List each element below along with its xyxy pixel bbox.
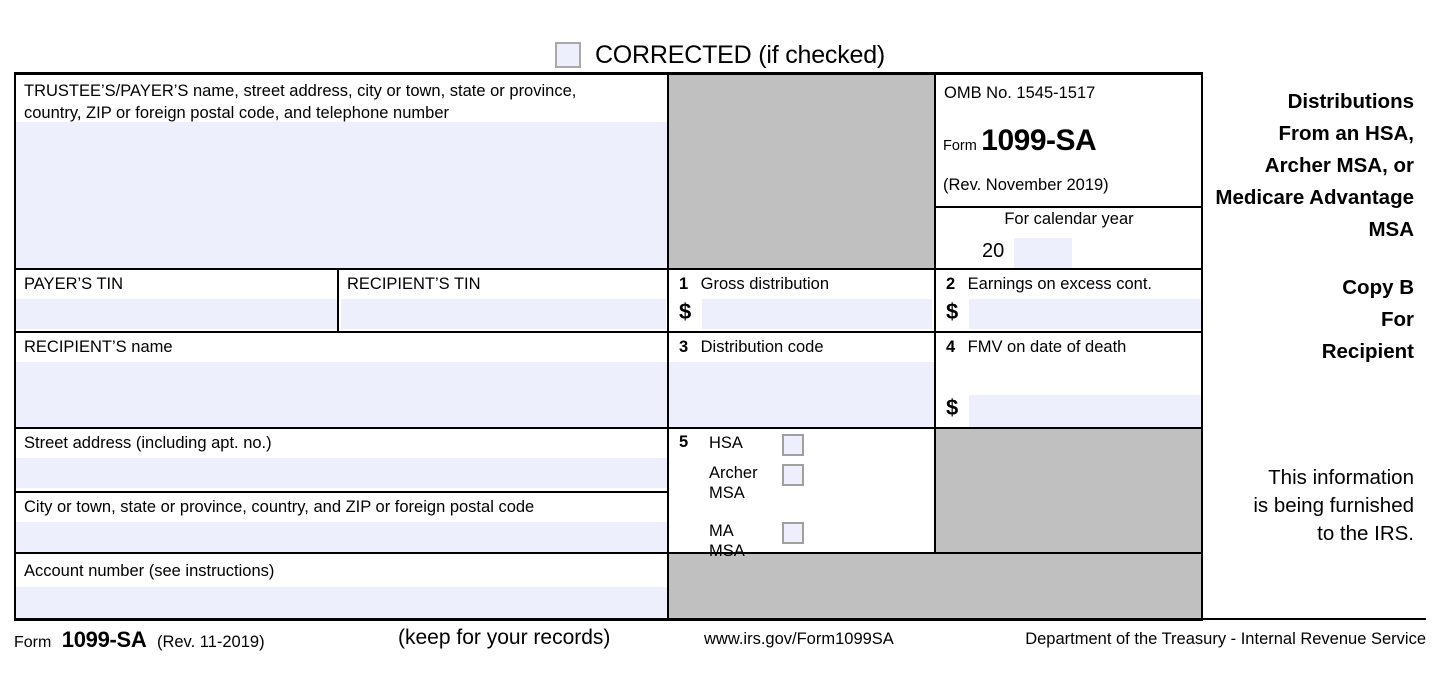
form-title-line2: From an HSA,	[1278, 122, 1414, 145]
rule-footer-right	[1203, 618, 1426, 620]
box1-label: Gross distribution	[700, 275, 830, 293]
box5-ma-checkbox[interactable]	[782, 522, 804, 544]
corrected-label: CORRECTED (if checked)	[594, 40, 886, 69]
box2-number: 2	[946, 275, 956, 293]
box5-ma-label-line1: MA	[709, 522, 734, 540]
box3-number: 3	[679, 338, 689, 356]
box5-archer-label-line1: Archer	[709, 464, 758, 482]
box3-fill[interactable]	[669, 362, 935, 427]
payer-name-cell[interactable]	[24, 80, 664, 124]
box5-archer-checkbox[interactable]	[782, 464, 804, 486]
footer-form-id	[14, 627, 344, 657]
form-revision-text: (Rev. November 2019)	[943, 176, 1109, 194]
irs-notice-line1: This information	[1268, 466, 1414, 489]
box1-fill[interactable]	[702, 299, 932, 329]
rule-bottom	[14, 618, 1203, 621]
city-cell[interactable]	[24, 497, 664, 521]
form-title-line3: Archer MSA, or	[1264, 154, 1414, 177]
street-address-label: Street address (including apt. no.)	[24, 434, 272, 452]
form-title-line4: Medicare Advantage	[1215, 186, 1414, 209]
footer-keep-note	[398, 626, 698, 656]
copy-line3: Recipient	[1321, 340, 1414, 363]
rule-left-edge	[14, 72, 16, 621]
city-label: City or town, state or province, country, and ZIP or foreign postal code	[24, 498, 535, 516]
recipient-tin-label: RECIPIENT’S TIN	[347, 275, 481, 293]
box5-number: 5	[679, 433, 689, 451]
copy-line1: Copy B	[1342, 276, 1414, 299]
box4-dollar-sign: $	[946, 397, 959, 420]
box5-ma-label-line2: MSA	[709, 542, 745, 560]
box4-number: 4	[946, 338, 956, 356]
footer-department	[958, 630, 1426, 656]
footer-form-word: Form	[14, 634, 52, 651]
recipient-tin-fill[interactable]	[341, 299, 666, 329]
box4-cell[interactable]	[946, 337, 1202, 361]
box1-number: 1	[679, 275, 689, 293]
box4-label: FMV on date of death	[967, 338, 1127, 356]
footer-url-text: www.irs.gov/Form1099SA	[704, 630, 894, 648]
box4-fill[interactable]	[969, 395, 1201, 427]
rule-omb-left	[934, 72, 936, 270]
rule-tin-divider	[337, 270, 339, 331]
payer-name-fill[interactable]	[16, 122, 667, 268]
payer-name-label-line2: country, ZIP or foreign postal code, and telephone number	[24, 104, 449, 122]
calendar-year-prefix: 20	[982, 240, 1005, 262]
corrected-checkbox[interactable]	[555, 42, 581, 68]
calendar-year-label-text: For calendar year	[1004, 210, 1134, 228]
shaded-area-top	[669, 75, 935, 269]
rule-col-mid	[667, 72, 669, 621]
footer-form-revision: (Rev. 11-2019)	[156, 633, 265, 651]
box2-currency	[946, 301, 970, 329]
form-body	[14, 72, 1414, 620]
box5-option-ma[interactable]	[709, 521, 789, 565]
irs-notice-line2: is being furnished	[1253, 494, 1414, 517]
payer-tin-fill[interactable]	[16, 299, 337, 329]
street-fill[interactable]	[16, 458, 667, 488]
recipient-name-cell[interactable]	[24, 337, 644, 361]
box5-option-hsa[interactable]	[709, 433, 789, 457]
form-title-block	[1114, 86, 1414, 246]
box4-currency	[946, 397, 970, 425]
box2-label: Earnings on excess cont.	[967, 275, 1152, 293]
form-word: Form	[943, 138, 977, 154]
box1-cell[interactable]	[679, 274, 929, 298]
box5-option-archer[interactable]	[709, 463, 789, 507]
irs-notice-block	[1114, 464, 1414, 548]
box1-dollar-sign: $	[679, 301, 692, 324]
box3-label: Distribution code	[700, 338, 824, 356]
rule-box5-divider	[934, 429, 936, 552]
box2-dollar-sign: $	[946, 301, 959, 324]
rule-top	[14, 72, 1203, 75]
rule-account-top	[14, 552, 1203, 554]
box3-cell[interactable]	[679, 337, 929, 361]
payer-tin-cell[interactable]	[24, 274, 324, 298]
rule-tin-top	[14, 268, 1203, 270]
footer-url[interactable]	[704, 630, 964, 656]
rule-box12-divider	[934, 270, 936, 331]
recipient-name-fill[interactable]	[16, 362, 667, 427]
form-number: 1099-SA	[981, 124, 1097, 157]
box1-currency	[679, 301, 703, 329]
box5-number-cell	[679, 433, 705, 457]
omb-number-text: OMB No. 1545-1517	[944, 84, 1096, 102]
account-number-label: Account number (see instructions)	[24, 562, 275, 580]
rule-city-top	[14, 491, 667, 493]
recipient-name-label: RECIPIENT’S name	[24, 338, 173, 356]
box2-cell[interactable]	[946, 274, 1202, 298]
corrected-row	[0, 38, 1440, 72]
copy-line2: For	[1380, 308, 1414, 331]
form-title-line5: MSA	[1368, 218, 1414, 241]
rule-recipname-top	[14, 331, 1203, 333]
rule-street-top	[14, 427, 1203, 429]
form-title-line1: Distributions	[1287, 90, 1414, 113]
irs-notice-line3: to the IRS.	[1317, 522, 1414, 545]
account-number-cell[interactable]	[24, 561, 644, 585]
box5-archer-label-line2: MSA	[709, 484, 745, 502]
footer-form-number: 1099-SA	[61, 627, 147, 652]
form-footer	[14, 622, 1426, 662]
box5-hsa-label: HSA	[709, 434, 743, 452]
payer-tin-label: PAYER’S TIN	[24, 275, 124, 293]
calendar-year-value-row	[982, 240, 1102, 268]
account-fill[interactable]	[16, 587, 667, 620]
footer-department-text: Department of the Treasury - Internal Revenue Service	[1025, 630, 1426, 648]
city-fill[interactable]	[16, 522, 667, 552]
street-address-cell[interactable]	[24, 433, 644, 457]
box5-hsa-checkbox[interactable]	[782, 434, 804, 456]
recipient-tin-cell[interactable]	[347, 274, 647, 298]
footer-keep-text: (keep for your records)	[398, 626, 611, 649]
rule-box34-divider	[934, 333, 936, 427]
payer-name-label-line1: TRUSTEE’S/PAYER’S name, street address, city or town, state or province,	[24, 82, 577, 100]
